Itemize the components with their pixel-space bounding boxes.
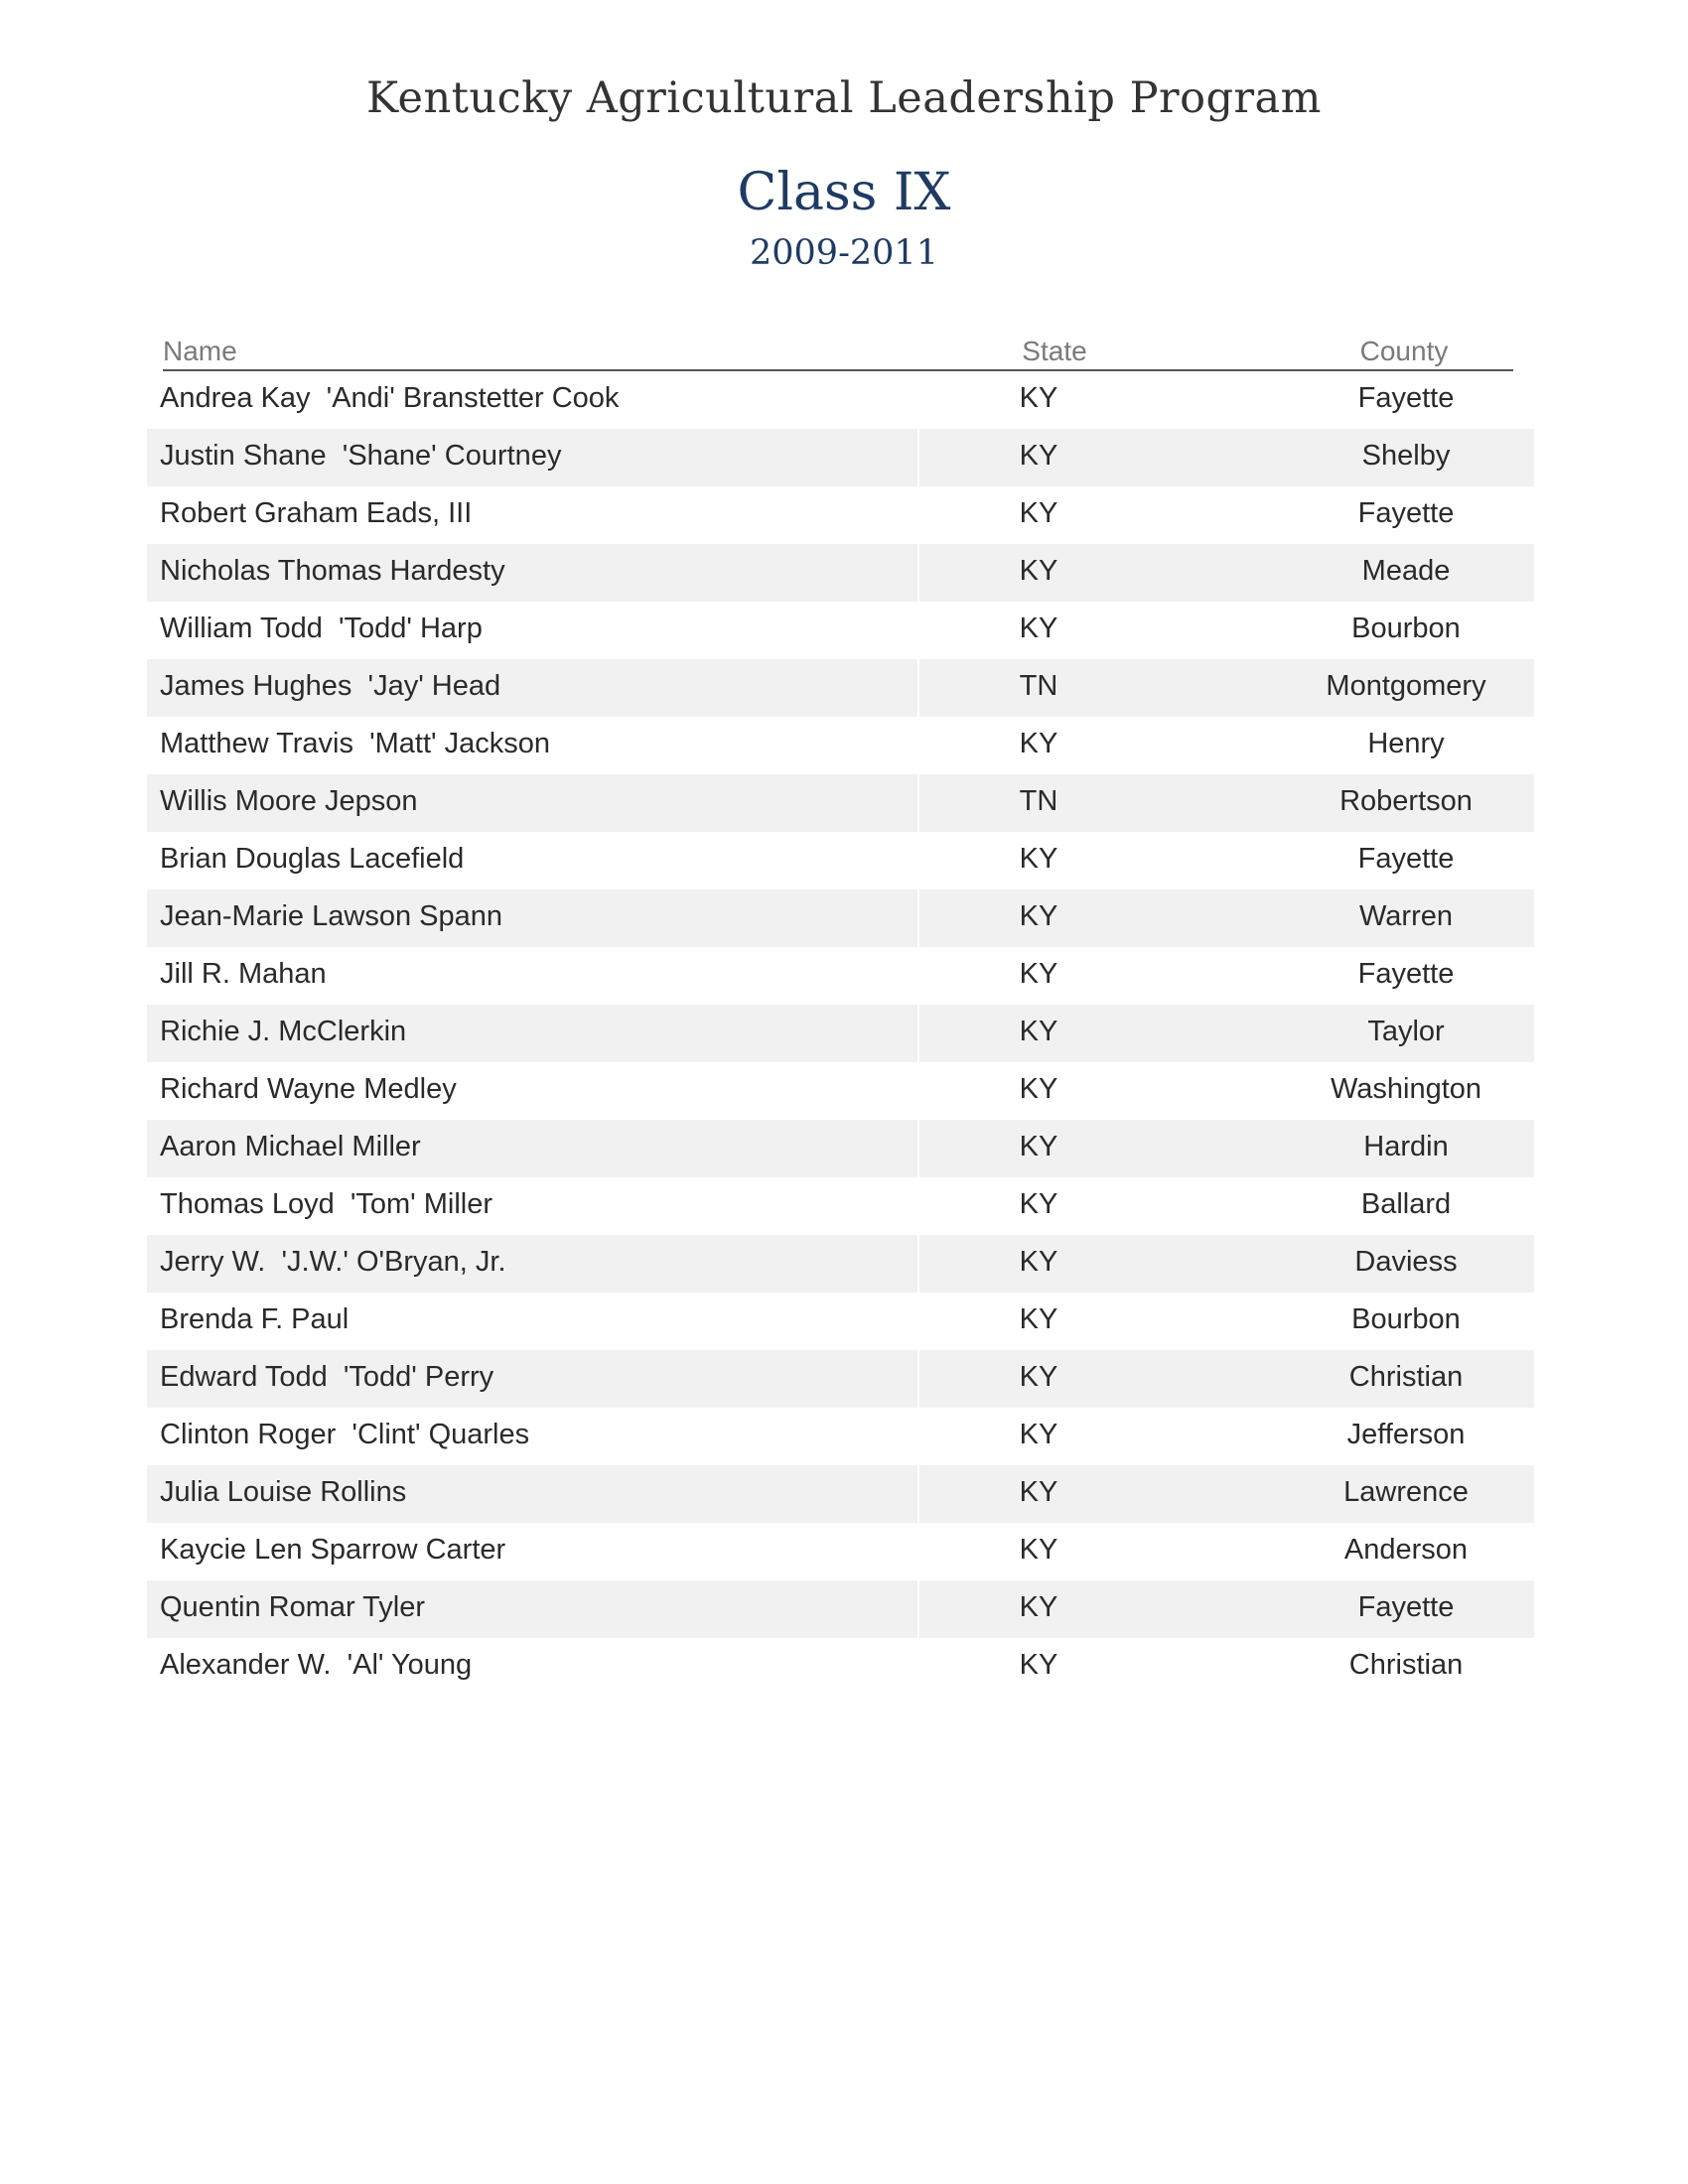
cell-name: Brian Douglas Lacefield xyxy=(160,843,465,875)
table-row xyxy=(147,544,1534,602)
cell-county: Ballard xyxy=(1360,1188,1452,1220)
cell-name: Nicholas Thomas Hardesty xyxy=(160,555,505,587)
table-row xyxy=(147,1062,1534,1120)
cell-county: Bourbon xyxy=(1351,1303,1461,1335)
roster-table xyxy=(147,330,1534,1696)
cell-county: Christian xyxy=(1348,1361,1464,1393)
cell-name: Justin Shane 'Shane' Courtney xyxy=(160,440,562,472)
cell-state: KY xyxy=(1019,1534,1058,1566)
cell-name: Kaycie Len Sparrow Carter xyxy=(160,1534,506,1566)
cell-county: Robertson xyxy=(1339,785,1473,817)
cell-state: TN xyxy=(1019,785,1058,817)
cell-name: Matthew Travis 'Matt' Jackson xyxy=(160,728,551,759)
cell-county: Meade xyxy=(1361,555,1451,587)
cell-name: Jill R. Mahan xyxy=(160,958,327,990)
table-row xyxy=(147,1120,1534,1177)
cell-state: KY xyxy=(1019,1361,1058,1393)
cell-name: Edward Todd 'Todd' Perry xyxy=(160,1361,494,1393)
cell-county: Fayette xyxy=(1357,1591,1455,1623)
table-row xyxy=(147,1005,1534,1062)
table-row xyxy=(147,1177,1534,1235)
class-title: Class IX xyxy=(737,163,951,222)
cell-county: Lawrence xyxy=(1343,1476,1469,1508)
table-row xyxy=(147,486,1534,544)
cell-state: KY xyxy=(1019,1246,1058,1278)
cell-name: Jean-Marie Lawson Spann xyxy=(160,900,502,932)
cell-state: KY xyxy=(1019,958,1058,990)
cell-state: KY xyxy=(1019,497,1058,529)
cell-state: KY xyxy=(1019,728,1058,759)
cell-county: Henry xyxy=(1367,728,1445,759)
table-row xyxy=(147,832,1534,889)
table-row xyxy=(147,1408,1534,1465)
cell-state: KY xyxy=(1019,1476,1058,1508)
cell-county: Hardin xyxy=(1363,1131,1449,1162)
cell-name: William Todd 'Todd' Harp xyxy=(160,613,483,644)
cell-state: KY xyxy=(1019,1188,1058,1220)
cell-state: KY xyxy=(1019,440,1058,472)
cell-name: Willis Moore Jepson xyxy=(160,785,418,817)
cell-state: KY xyxy=(1019,1073,1058,1105)
cell-state: KY xyxy=(1019,1016,1058,1047)
cell-state: KY xyxy=(1019,1649,1058,1681)
table-row xyxy=(147,774,1534,832)
table-row xyxy=(147,947,1534,1005)
table-row xyxy=(147,889,1534,947)
cell-name: Quentin Romar Tyler xyxy=(160,1591,426,1623)
table-body xyxy=(147,371,1534,1696)
cell-county: Montgomery xyxy=(1326,670,1486,702)
cell-name: Brenda F. Paul xyxy=(160,1303,350,1335)
cell-county: Fayette xyxy=(1357,958,1455,990)
cell-name: Richie J. McClerkin xyxy=(160,1016,407,1047)
cell-county: Bourbon xyxy=(1351,613,1461,644)
cell-state: KY xyxy=(1019,382,1058,414)
table-row xyxy=(147,1523,1534,1580)
cell-state: TN xyxy=(1019,670,1058,702)
cell-state: KY xyxy=(1019,613,1058,644)
table-row xyxy=(147,1638,1534,1696)
cell-county: Washington xyxy=(1330,1073,1482,1105)
cell-county: Fayette xyxy=(1357,382,1455,414)
table-row xyxy=(147,429,1534,486)
cell-name: Aaron Michael Miller xyxy=(160,1131,421,1162)
cell-county: Warren xyxy=(1359,900,1453,932)
cell-state: KY xyxy=(1019,1303,1058,1335)
table-row xyxy=(147,602,1534,659)
cell-county: Fayette xyxy=(1357,843,1455,875)
cell-county: Taylor xyxy=(1367,1016,1445,1047)
cell-name: Robert Graham Eads, III xyxy=(160,497,473,529)
table-row xyxy=(147,1350,1534,1408)
cell-county: Jefferson xyxy=(1346,1419,1466,1450)
cell-county: Anderson xyxy=(1343,1534,1469,1566)
cell-state: KY xyxy=(1019,555,1058,587)
cell-name: Richard Wayne Medley xyxy=(160,1073,457,1105)
program-title: Kentucky Agricultural Leadership Program xyxy=(366,73,1322,123)
table-row xyxy=(147,1580,1534,1638)
cell-state: KY xyxy=(1019,1131,1058,1162)
column-header-county: County xyxy=(1359,336,1449,366)
cell-county: Fayette xyxy=(1357,497,1455,529)
table-row xyxy=(147,371,1534,429)
cell-name: Alexander W. 'Al' Young xyxy=(160,1649,473,1681)
table-row xyxy=(147,1293,1534,1350)
column-header-name: Name xyxy=(163,336,237,366)
table-row xyxy=(147,717,1534,774)
cell-state: KY xyxy=(1019,1591,1058,1623)
cell-name: Clinton Roger 'Clint' Quarles xyxy=(160,1419,530,1450)
table-row xyxy=(147,1465,1534,1523)
class-years: 2009-2011 xyxy=(750,233,938,273)
cell-name: James Hughes 'Jay' Head xyxy=(160,670,501,702)
table-header xyxy=(163,330,1513,371)
cell-county: Shelby xyxy=(1361,440,1451,472)
cell-name: Julia Louise Rollins xyxy=(160,1476,407,1508)
table-row xyxy=(147,659,1534,717)
cell-name: Jerry W. 'J.W.' O'Bryan, Jr. xyxy=(160,1246,506,1278)
cell-name: Thomas Loyd 'Tom' Miller xyxy=(160,1188,493,1220)
cell-county: Daviess xyxy=(1354,1246,1458,1278)
cell-state: KY xyxy=(1019,900,1058,932)
cell-name: Andrea Kay 'Andi' Branstetter Cook xyxy=(160,382,620,414)
table-row xyxy=(147,1235,1534,1293)
cell-county: Christian xyxy=(1348,1649,1464,1681)
column-header-state: State xyxy=(1022,336,1087,366)
cell-state: KY xyxy=(1019,1419,1058,1450)
cell-state: KY xyxy=(1019,843,1058,875)
